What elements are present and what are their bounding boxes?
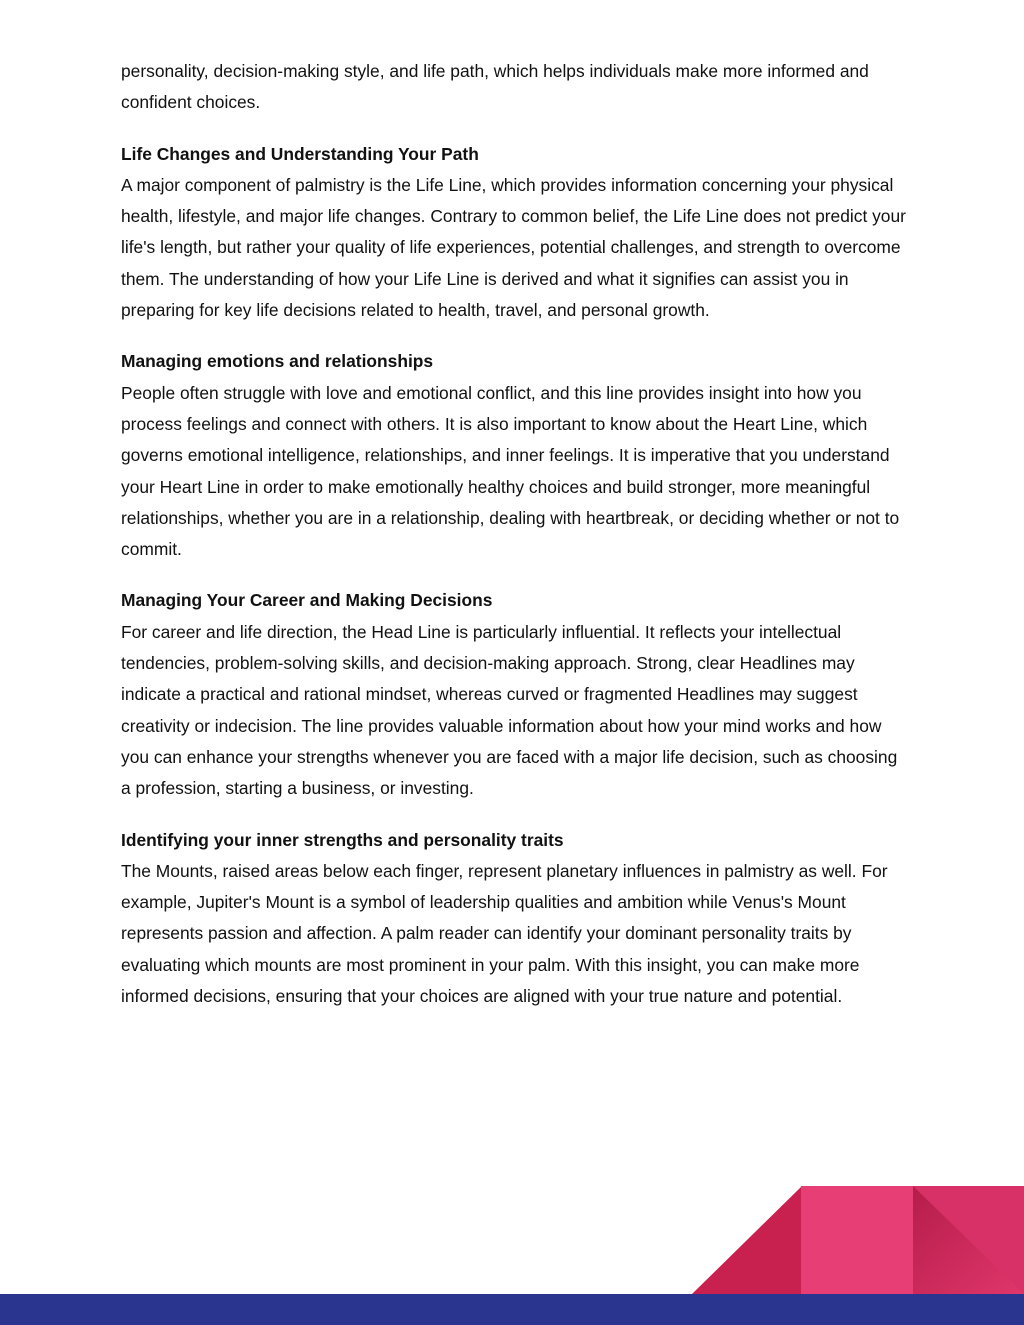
section-body: People often struggle with love and emotional conflict, and this line provides insight into how you process feelings and connect with others. It is also important to know about the Heart Line, which governs emotional intelligence, relationships, and inner feelings. It is imperative that you understand your Heart Line in order to make emotionally healthy choices and build stronger, more meaningful relationships, whether you are in a relationship, dealing with heartbreak, or deciding whether or not to commit.: [121, 382, 900, 560]
footer-decoration: [0, 1180, 1024, 1325]
section-career-decisions: [121, 585, 911, 804]
section-life-changes: [121, 139, 911, 327]
section-heading: Managing Your Career and Making Decisions: [121, 590, 493, 611]
section-heading: Identifying your inner strengths and personality traits: [121, 829, 564, 850]
section-body: A major component of palmistry is the Life Line, which provides information concerning your physical health, lifestyle, and major life changes. Contrary to common belief, the Life Line does not predict your life's length, but rather your quality of life experiences, potential challenges, and strength to overcome them. The understanding of how your Life Line is derived and what it signifies can assist you in preparing for key life decisions related to health, travel, and personal growth.: [121, 174, 906, 321]
footer-bar: [0, 1294, 1024, 1325]
section-heading: Life Changes and Understanding Your Path: [121, 143, 479, 164]
section-body: For career and life direction, the Head Line is particularly influential. It reflects your intellectual tendencies, problem-solving skills, and decision-making approach. Strong, clear Headlines may indicate a practical and rational mindset, whereas curved or fragmented Headlines may suggest creativity or indecision. The line provides valuable information about how your mind works and how you can enhance your strengths whenever you are faced with a major life decision, such as choosing a profession, starting a business, or investing.: [121, 621, 898, 799]
footer-pink-block: [801, 1186, 914, 1294]
intro-paragraph: personality, decision-making style, and life path, which helps individuals make more informed and confident choices.: [121, 61, 869, 113]
document-body: [121, 56, 911, 1032]
footer-triangle-shape: [692, 1186, 802, 1294]
section-inner-strengths: [121, 825, 911, 1013]
section-heading: Managing emotions and relationships: [121, 351, 434, 372]
section-body: The Mounts, raised areas below each finger, represent planetary influences in palmistry as well. For example, Jupiter's Mount is a symbol of leadership qualities and ambition while Venus's Mount represents passion and affection. A palm reader can identify your dominant personality traits by evaluating which mounts are most prominent in your palm. With this insight, you can make more informed decisions, ensuring that your choices are aligned with your true nature and potential.: [121, 860, 888, 1007]
section-emotions-relationships: [121, 346, 911, 565]
